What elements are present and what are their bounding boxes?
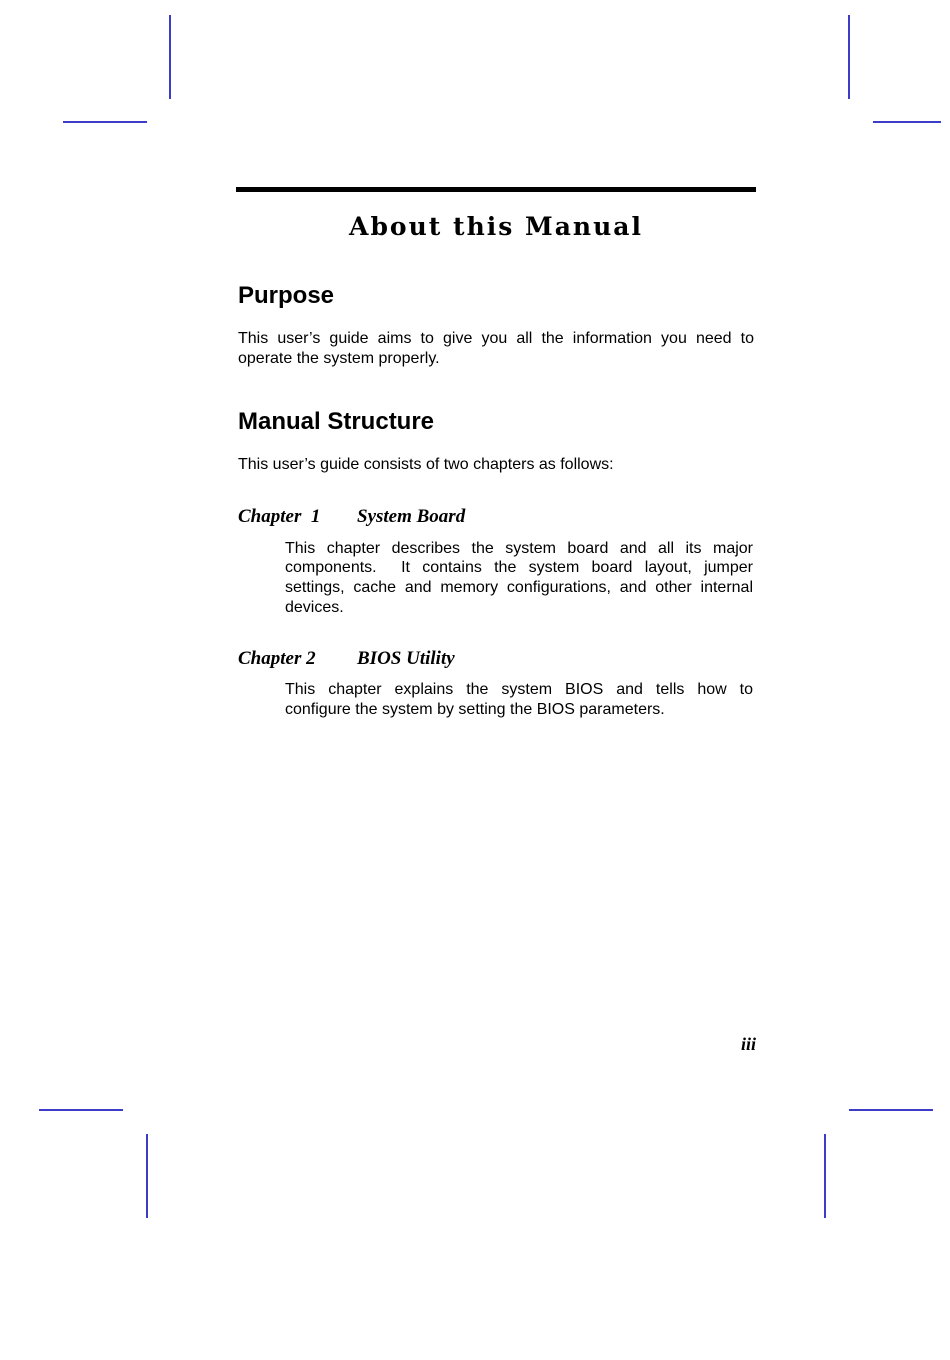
chapter-1-description-line-3: settings, cache and memory configurations, and other internal: [285, 579, 753, 596]
chapter-2-label: Chapter 2: [238, 648, 316, 669]
chapter-2-title: BIOS Utility: [357, 648, 455, 669]
purpose-paragraph-line-2: operate the system properly.: [238, 350, 440, 367]
crop-mark-top-left-horizontal: [63, 121, 147, 123]
chapter-1-description-line-4: devices.: [285, 599, 344, 616]
page-number: iii: [740, 1034, 756, 1054]
crop-mark-bottom-left-horizontal: [39, 1109, 123, 1111]
chapter-1-label: Chapter 1: [238, 506, 321, 527]
chapter-1-description-line-1: This chapter describes the system board and all its major: [285, 540, 753, 557]
chapter-1-title: System Board: [357, 506, 466, 527]
crop-mark-top-right-horizontal: [873, 121, 941, 123]
crop-mark-bottom-right-horizontal: [849, 1109, 933, 1111]
chapter-2-heading: [238, 647, 455, 671]
purpose-paragraph-line-1: This user’s guide aims to give you all the information you need to: [238, 330, 754, 347]
chapter-2-description-line-1: This chapter explains the system BIOS and tells how to: [285, 681, 753, 698]
crop-mark-top-right-vertical: [848, 15, 850, 99]
chapter-1-description-line-2: components. It contains the system board layout, jumper: [285, 559, 753, 576]
manual-structure-paragraph: This user’s guide consists of two chapters as follows:: [238, 456, 614, 473]
crop-mark-bottom-right-vertical: [824, 1134, 826, 1218]
chapter-2-description-line-2: configure the system by setting the BIOS parameters.: [285, 701, 665, 718]
crop-mark-bottom-left-vertical: [146, 1134, 148, 1218]
title-rule: [236, 187, 756, 192]
section-heading-purpose: Purpose: [238, 282, 335, 309]
page-title: About this Manual: [349, 212, 643, 241]
chapter-1-heading: [238, 505, 466, 529]
crop-mark-top-left-vertical: [169, 15, 171, 99]
section-heading-manual-structure: Manual Structure: [238, 408, 435, 435]
